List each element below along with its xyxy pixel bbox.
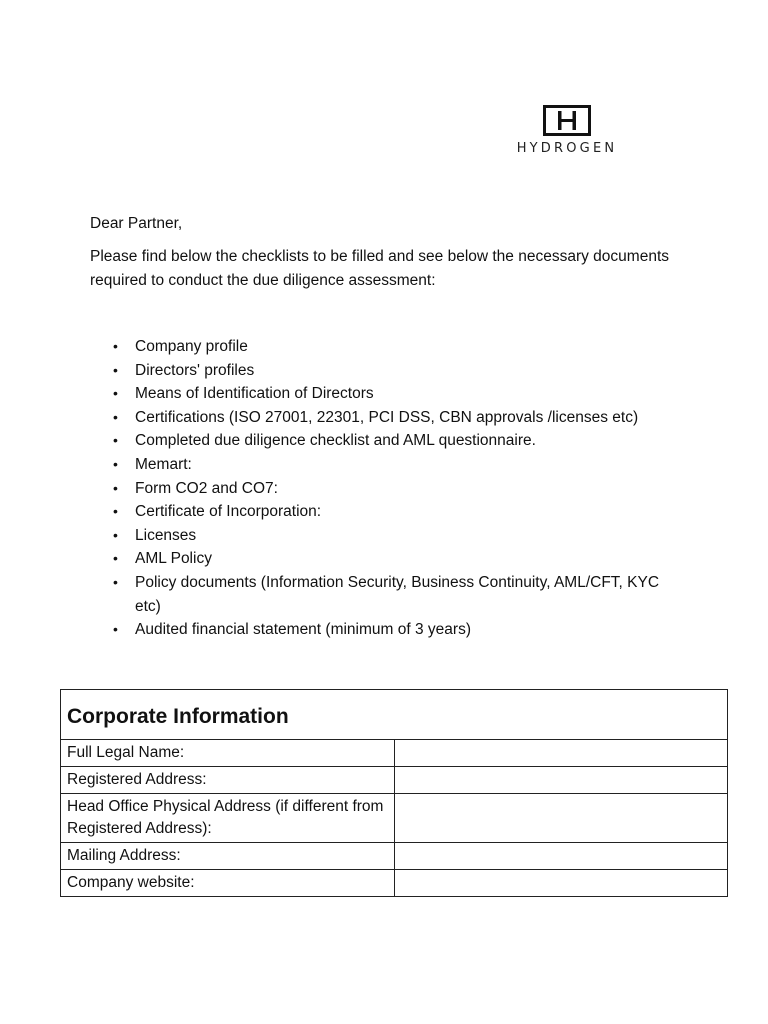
field-label-registered-address: Registered Address: xyxy=(61,767,395,794)
list-item: • Means of Identification of Directors xyxy=(113,382,683,406)
logo-wordmark: HYDROGEN xyxy=(516,141,618,156)
bullet-icon: • xyxy=(113,408,118,425)
list-item: • Policy documents (Information Security, Business Continuity, AML/CFT, KYC etc) xyxy=(113,571,683,618)
bullet-icon: • xyxy=(113,338,118,354)
intro-paragraph: Please find below the checklists to be filled and see below the necessary documents required to conduct the due diligence assessment: xyxy=(90,248,670,289)
table-row xyxy=(61,794,728,843)
field-value-head-office-address[interactable] xyxy=(394,794,728,843)
hydrogen-logo-mark-icon xyxy=(543,105,591,136)
field-value-mailing-address[interactable] xyxy=(394,843,728,870)
field-value-company-website[interactable] xyxy=(394,870,728,897)
list-item: • Audited financial statement (minimum of 3 years) xyxy=(113,618,683,642)
field-value-registered-address[interactable] xyxy=(394,767,728,794)
table-row xyxy=(61,767,728,794)
bullet-icon: • xyxy=(113,621,118,638)
bullet-icon: • xyxy=(113,526,118,543)
field-label-company-website: Company website: xyxy=(61,870,395,897)
bullet-icon: • xyxy=(113,479,118,496)
list-item: • Completed due diligence checklist and AML questionnaire. xyxy=(113,429,683,453)
letter-body xyxy=(90,212,690,302)
table-row xyxy=(61,740,728,767)
field-value-full-legal-name[interactable] xyxy=(394,740,728,767)
list-item: • Certifications (ISO 27001, 22301, PCI DSS, CBN approvals /licenses etc) xyxy=(113,406,683,430)
list-item: • Memart: xyxy=(113,453,683,477)
list-item: • AML Policy xyxy=(113,547,683,571)
table-row xyxy=(61,870,728,897)
list-item: • Form CO2 and CO7: xyxy=(113,477,683,501)
bullet-icon: • xyxy=(113,361,118,378)
table-title-row xyxy=(61,690,728,740)
list-item: • Directors' profiles xyxy=(113,359,683,383)
greeting: Dear Partner, xyxy=(90,215,183,232)
bullet-icon: • xyxy=(113,385,118,402)
field-label-full-legal-name: Full Legal Name: xyxy=(61,740,395,767)
bullet-icon: • xyxy=(113,573,118,590)
bullet-icon: • xyxy=(113,503,118,520)
list-item: • Certificate of Incorporation: xyxy=(113,500,683,524)
list-item: • Licenses xyxy=(113,524,683,548)
field-label-head-office-address: Head Office Physical Address (if different from Registered Address): xyxy=(61,794,395,843)
table-title: Corporate Information xyxy=(61,690,728,740)
document-checklist xyxy=(113,335,683,642)
table-row xyxy=(61,843,728,870)
bullet-icon: • xyxy=(113,550,118,567)
field-label-mailing-address: Mailing Address: xyxy=(61,843,395,870)
corporate-information-table xyxy=(60,689,728,897)
bullet-icon: • xyxy=(113,455,118,472)
list-item: • Company profile xyxy=(113,335,683,359)
hydrogen-logo xyxy=(505,105,629,157)
bullet-icon: • xyxy=(113,432,118,449)
